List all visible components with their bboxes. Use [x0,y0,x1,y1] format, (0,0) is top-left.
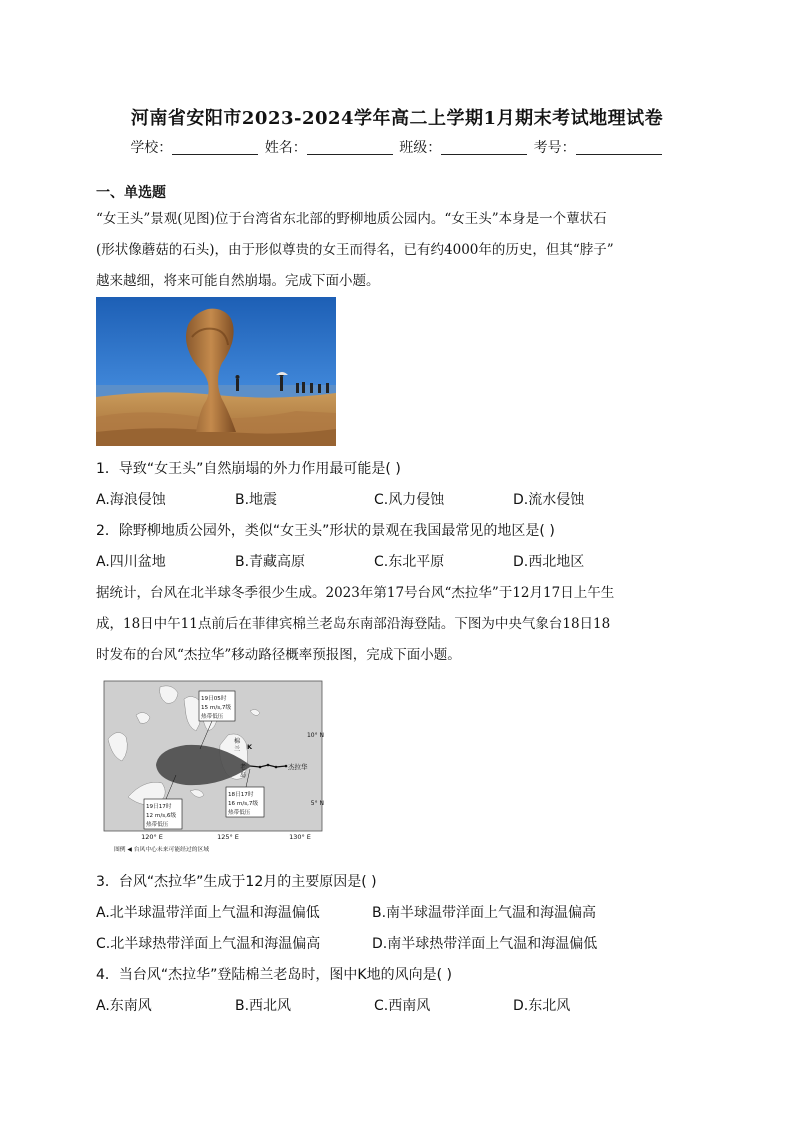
passage-1 [96,204,700,297]
option-c[interactable]: C.东北平原 [374,554,445,570]
island-label-3: 老 [240,764,247,771]
option-c[interactable]: C.北半球热带洋面上气温和海温偏高 [96,936,321,952]
section-title: 一、单选题 [96,185,166,201]
typhoon-track-map [100,679,326,856]
class-label: 班级： [399,140,442,156]
class-blank[interactable] [441,140,527,155]
school-blank[interactable] [172,140,258,155]
passage-line: 据统计，台风在北半球冬季很少生成。2023年第17号台风“杰拉华”于12月17日上午生 [96,585,615,601]
option-d[interactable]: D.流水侵蚀 [513,492,585,508]
passage-line: 时发布的台风“杰拉华”移动路径概率预报图，完成下面小题。 [96,647,461,663]
map-legend: 图例 ◀ 台风中心未来可能经过的区域 [114,847,210,853]
question-4-options [96,995,700,1015]
school-label: 学校： [130,140,173,156]
question-3: 3．台风“杰拉华”生成于12月的主要原因是( ) [96,874,377,890]
option-b[interactable]: B.青藏高原 [235,554,306,570]
top-box-line-3: 热带低压 [201,714,224,720]
top-box-line-1: 19日05时 [201,696,227,702]
question-3-options-row-2 [96,933,700,953]
lon-label-125e: 125° E [217,833,239,841]
right-box-line-2: 16 m/s,7级 [228,801,259,807]
island-label-2: 兰 [234,746,241,753]
lat-label-5n: 5° N [310,800,324,807]
option-d[interactable]: D.西北地区 [513,554,585,570]
question-2-options [96,551,700,571]
question-4: 4．当台风“杰拉华”登陆棉兰老岛时，图中K地的风向是( ) [96,967,452,983]
option-a[interactable]: A.四川盆地 [96,554,166,570]
island-label-4: 岛 [240,772,247,779]
question-1: 1．导致“女王头”自然崩塌的外力作用最可能是( ) [96,461,401,477]
typhoon-name-label: 杰拉华 [288,763,308,771]
exam-title: 河南省安阳市2023-2024学年高二上学期1月期末考试地理试卷 [130,108,664,129]
option-c[interactable]: C.风力侵蚀 [374,492,445,508]
k-point-label: K [247,743,253,751]
option-b[interactable]: B.西北风 [235,998,292,1014]
option-a[interactable]: A.东南风 [96,998,152,1014]
passage-2 [96,578,700,671]
name-blank[interactable] [307,140,393,155]
island-label-1: 棉 [234,738,241,745]
right-box-line-1: 18日17时 [228,792,254,798]
option-d[interactable]: D.南半球热带洋面上气温和海温偏低 [372,936,598,952]
lon-label-120e: 120° E [141,833,163,841]
left-box-line-2: 12 m/s,6级 [146,813,177,819]
exam-number-label: 考号： [533,140,576,156]
right-box-line-3: 热带低压 [228,810,251,816]
option-d[interactable]: D.东北风 [513,998,571,1014]
option-c[interactable]: C.西南风 [374,998,431,1014]
option-b[interactable]: B.地震 [235,492,278,508]
left-box-line-1: 19日17时 [146,804,172,810]
lat-label-10n: 10° N [306,732,324,739]
question-3-options-row-1 [96,902,700,922]
passage-line: “女王头”景观(见图)位于台湾省东北部的野柳地质公园内。“女王头”本身是一个蕈状石 [96,211,607,227]
option-a[interactable]: A.北半球温带洋面上气温和海温偏低 [96,905,320,921]
queens-head-photo [96,297,336,446]
passage-line: (形状像蘑菇的石头)，由于形似尊贵的女王而得名，已有约4000年的历史，但其“脖子” [96,242,614,258]
left-box-line-3: 热带低压 [146,822,169,828]
name-label: 姓名： [264,140,307,156]
option-a[interactable]: A.海浪侵蚀 [96,492,166,508]
lon-label-130e: 130° E [289,833,311,841]
question-2: 2．除野柳地质公园外，类似“女王头”形状的景观在我国最常见的地区是( ) [96,523,555,539]
student-info-line [0,137,794,157]
exam-number-blank[interactable] [576,140,662,155]
question-1-options [96,489,700,509]
passage-line: 成，18日中午11点前后在菲律宾棉兰老岛东南部沿海登陆。下图为中央气象台18日18 [96,616,611,632]
option-b[interactable]: B.南半球温带洋面上气温和海温偏高 [372,905,597,921]
passage-line: 越来越细，将来可能自然崩塌。完成下面小题。 [96,273,380,289]
top-box-line-2: 15 m/s,7级 [201,705,232,711]
